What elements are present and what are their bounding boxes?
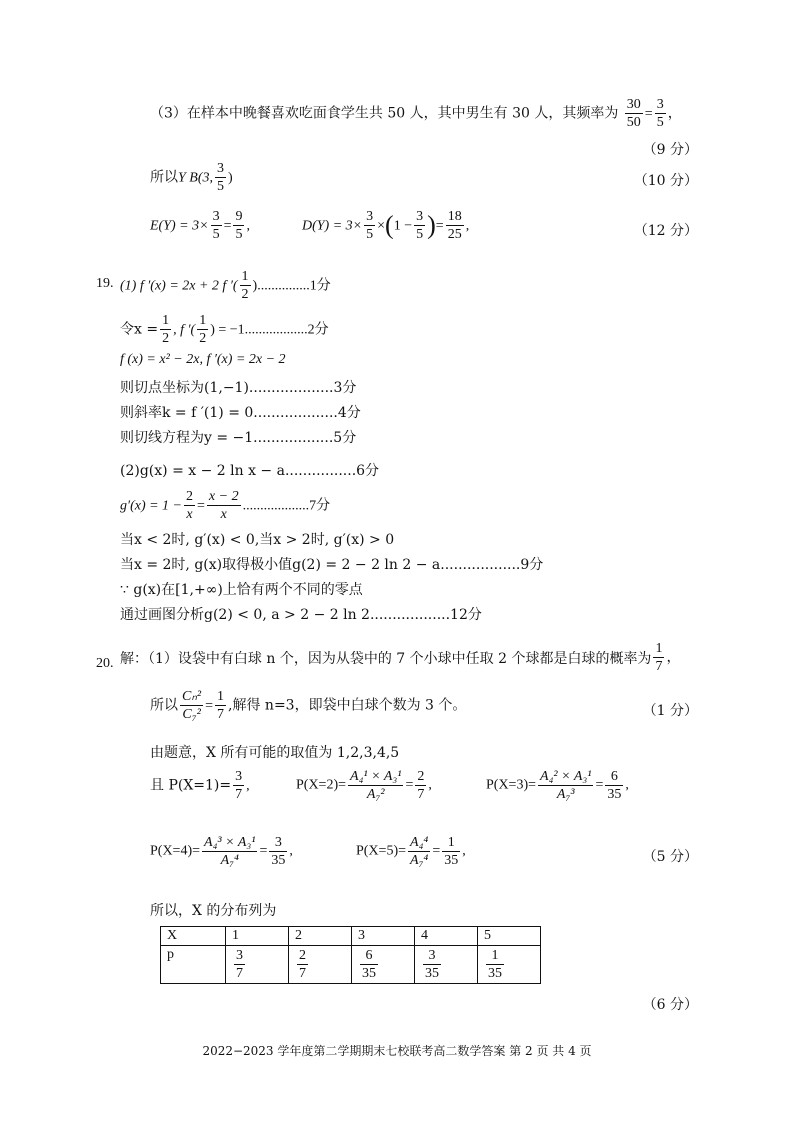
fraction-30-50: $\frac{30}{50}$	[626, 97, 641, 130]
s19-line5: 则斜率k = f ′(1) = 0...................4分	[120, 405, 361, 421]
s18-binomial-line: 所以Y B(3, $\frac{3}{5}$ )	[150, 161, 233, 194]
s19-line11: ∵ g(x)在[1,+∞)上恰有两个不同的零点	[120, 582, 363, 598]
variance-line: D(Y) = 3× $\frac{3}{5}$ ×(1 − $\frac{3}{5}$ )= $\frac{18}{25}$ ,	[302, 209, 470, 242]
table-header-cell: 2	[289, 927, 352, 946]
fraction-2-x: $\frac{2}{x}$	[186, 489, 193, 522]
fraction-x2-x: $\frac{x - 2}{x}$	[208, 489, 239, 522]
fraction-3-5: $\frac{3}{5}$	[416, 209, 424, 242]
s19-line3: f (x) = x² − 2x, f ′(x) = 2x − 2	[120, 352, 286, 367]
fraction-3-5: $\frac{3}{5}$	[656, 97, 664, 130]
page-footer: 2022−2023 学年度第二学期期末七校联考高二数学答案 第 2 页 共 4 页	[202, 1044, 592, 1058]
problem-number-20: 20.	[96, 656, 114, 671]
table-header-cell: X	[161, 927, 226, 946]
points-6: （6 分）	[642, 997, 698, 1013]
s18-part3-line: （3）在样本中晚餐喜欢吃面食学生共 50 人，其中男生有 30 人，其频率为 $\frac{30}{50}$ = $\frac{3}{5}$ ，	[150, 97, 682, 130]
fraction-arrangement: $\frac{\text{A₄⁴}}{\text{A₇⁴}}$	[410, 835, 429, 868]
binomial-expr: Y B(3,	[178, 170, 213, 186]
points-5: （5 分）	[642, 849, 698, 865]
s19-line6: 则切线方程为y = −1..................5分	[120, 430, 357, 446]
points-10: （10 分）	[633, 173, 698, 189]
s18-part3-text: （3）在样本中晚餐喜欢吃面食学生共 50 人，其中男生有 30 人，其频率为	[150, 105, 619, 122]
expectation-line: E(Y) = 3× $\frac{3}{5}$ = $\frac{9}{5}$ ,	[150, 209, 250, 242]
s19-line4: 则切点坐标为(1,−1)...................3分	[120, 380, 357, 396]
prob-x4: P(X=4)= $\frac{\text{A₄³ × A₃¹}}{\text{A₇⁴}}$ = $\frac{3}{35}$ ,	[150, 835, 293, 868]
fraction-18-25: $\frac{18}{25}$	[447, 209, 462, 242]
problem-number-19: 19.	[96, 276, 114, 291]
prob-x2: P(X=2)= $\frac{\text{A₄¹ × A₃¹}}{\text{A₇²}}$ = $\frac{2}{7}$ ,	[296, 769, 432, 802]
s19-line2: 令x = $\frac{1}{2}$ , f ′( $\frac{1}{2}$ ) = −1..................2分	[120, 313, 329, 346]
points-1: （1 分）	[642, 703, 698, 719]
s19-line1: (1) f ′(x) = 2x + 2 f ′( $\frac{1}{2}$ )...............1分	[120, 269, 331, 302]
table-row	[161, 946, 541, 984]
fraction-1-7: $\frac{1}{7}$	[655, 641, 663, 674]
fraction-1-2: $\frac{1}{2}$	[199, 313, 207, 346]
s19-line7: (2)g(x) = x − 2 ln x − a................6分	[120, 463, 380, 479]
distribution-table	[160, 926, 541, 984]
fraction-arrangement: $\frac{\text{A₄² × A₃¹}}{\text{A₇³}}$	[540, 769, 592, 802]
s20-line2: 所以 $\frac{\text{Cₙ²}}{\text{C₇²}}$ = $\frac{1}{7}$ ,解得 n=3，即袋中白球个数为 3 个。	[150, 689, 467, 722]
fraction-1-2: $\frac{1}{2}$	[241, 269, 249, 302]
fraction-arrangement: $\frac{\text{A₄¹ × A₃¹}}{\text{A₇²}}$	[350, 769, 402, 802]
table-header-cell: 1	[226, 927, 289, 946]
s19-line9: 当x < 2时, g′(x) < 0,当x > 2时, g′(x) > 0	[120, 532, 395, 548]
s19-line8: g′(x) = 1 − $\frac{2}{x}$ = $\frac{x - 2}{x}$ ...................7分	[120, 489, 331, 522]
table-cell: $\frac{1}{35}$	[478, 946, 541, 984]
fraction-1-7: $\frac{1}{7}$	[217, 689, 225, 722]
points-12: （12 分）	[633, 223, 698, 239]
fraction-9-5: $\frac{9}{5}$	[235, 209, 243, 242]
s20-line1: 解：（1）设袋中有白球 n 个，因为从袋中的 7 个小球中任取 2 个球都是白球的概率为 $\frac{1}{7}$ ，	[120, 641, 681, 674]
s19-line10: 当x = 2时, g(x)取得极小值g(2) = 2 − 2 ln 2 − a..................9分	[120, 557, 544, 573]
fraction-6-35: $\frac{6}{35}$	[607, 769, 622, 802]
table-cell: $\frac{2}{7}$	[289, 946, 352, 984]
table-cell: $\frac{3}{7}$	[226, 946, 289, 984]
prob-x3: P(X=3)= $\frac{\text{A₄² × A₃¹}}{\text{A₇³}}$ = $\frac{6}{35}$ ,	[486, 769, 629, 802]
table-cell: $\frac{6}{35}$	[352, 946, 415, 984]
prob-x1: 且 P(X=1)= $\frac{3}{7}$ ,	[150, 769, 250, 802]
fraction-combination: $\frac{\text{Cₙ²}}{\text{C₇²}}$	[182, 689, 202, 722]
table-header-row	[161, 927, 541, 946]
fraction-2-7: $\frac{2}{7}$	[417, 769, 425, 802]
prob-x5: P(X=5)= $\frac{\text{A₄⁴}}{\text{A₇⁴}}$ = $\frac{1}{35}$ ,	[356, 835, 466, 868]
table-header-cell: 5	[478, 927, 541, 946]
points-9: （9 分）	[642, 142, 698, 158]
fraction-1-35: $\frac{1}{35}$	[444, 835, 459, 868]
s20-line3: 由题意，X 所有可能的取值为 1,2,3,4,5	[150, 745, 400, 761]
fraction-3-7: $\frac{3}{7}$	[235, 769, 243, 802]
fraction-3-5: $\frac{3}{5}$	[217, 161, 224, 194]
table-cell: $\frac{3}{35}$	[415, 946, 478, 984]
fraction-1-2: $\frac{1}{2}$	[162, 313, 170, 346]
distribution-label: 所以，X 的分布列为	[150, 903, 277, 919]
fraction-3-5: $\frac{3}{5}$	[366, 209, 374, 242]
table-header-cell: 4	[415, 927, 478, 946]
fraction-3-35: $\frac{3}{35}$	[271, 835, 286, 868]
table-row-label: p	[161, 946, 226, 984]
fraction-3-5: $\frac{3}{5}$	[212, 209, 220, 242]
fraction-arrangement: $\frac{\text{A₄³ × A₃¹}}{\text{A₇⁴}}$	[204, 835, 256, 868]
table-header-cell: 3	[352, 927, 415, 946]
s19-line12: 通过画图分析g(2) < 0, a > 2 − 2 ln 2..................12分	[120, 607, 482, 623]
